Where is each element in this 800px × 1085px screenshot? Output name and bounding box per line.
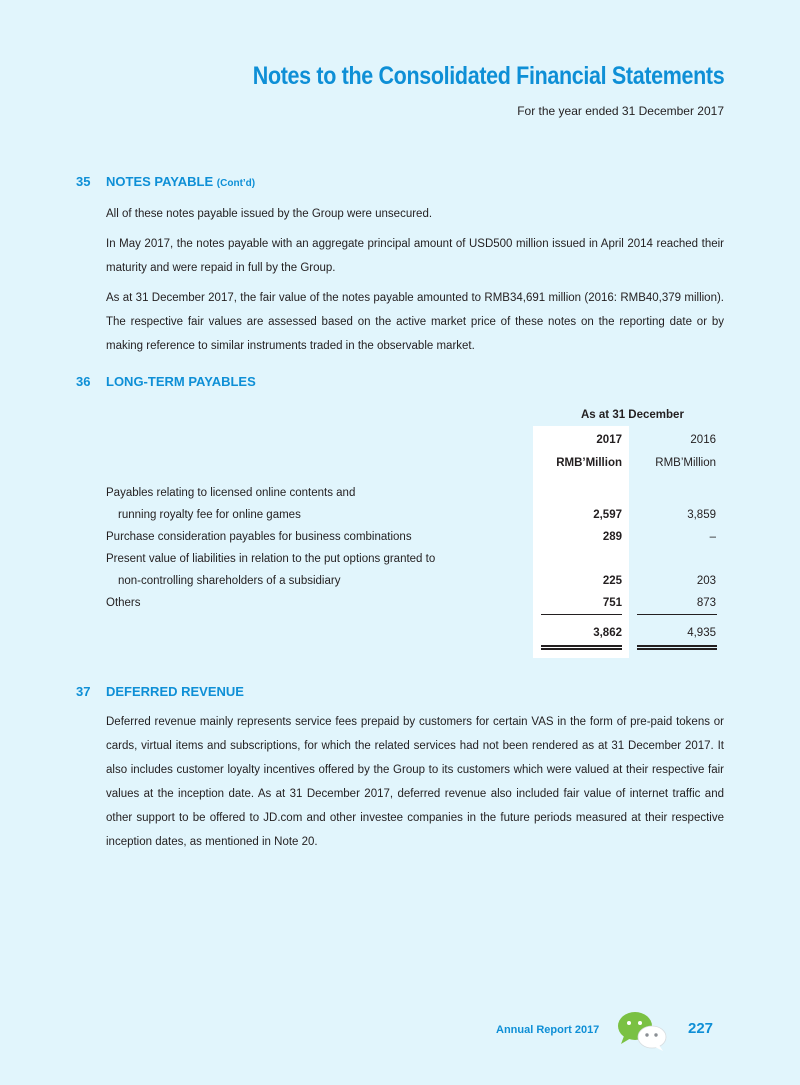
section-cont-label: (Cont’d) <box>216 178 256 189</box>
wechat-icon <box>616 1010 668 1052</box>
table-row-label: Present value of liabilities in relation to the put options granted to <box>106 553 436 565</box>
section-title: LONG-TERM PAYABLES <box>106 374 256 389</box>
table-cell-2017: 751 <box>602 597 622 609</box>
table-total-2017: 3,862 <box>593 627 622 639</box>
section-title: DEFERRED REVENUE <box>106 684 244 699</box>
column-header-2016: 2016 <box>690 434 716 446</box>
table-row-label: Payables relating to licensed online contents and <box>106 487 356 499</box>
section-37-heading <box>76 684 244 699</box>
total-double-rule <box>637 645 717 647</box>
paragraph: All of these notes payable issued by the Group were unsecured. <box>106 208 433 220</box>
table-row-label: running royalty fee for online games <box>118 509 301 521</box>
page-number: 227 <box>688 1020 714 1037</box>
table-cell-2016: 3,859 <box>687 509 716 521</box>
table-row-label: non-controlling shareholders of a subsidiary <box>118 575 341 587</box>
section-number: 37 <box>76 684 91 699</box>
section-number: 35 <box>76 174 91 189</box>
subtotal-rule <box>637 614 717 615</box>
table-cell-2016: 203 <box>696 575 716 587</box>
page-subtitle: For the year ended 31 December 2017 <box>517 104 724 118</box>
table-cell-2017: 2,597 <box>593 509 622 521</box>
table-cell-2016: 873 <box>696 597 716 609</box>
footer-report-label: Annual Report 2017 <box>496 1024 600 1036</box>
table-cell-2017: 289 <box>602 531 622 543</box>
table-row-label: Purchase consideration payables for business combinations <box>106 531 412 543</box>
section-number: 36 <box>76 374 91 389</box>
column-unit-2016: RMB’Million <box>655 457 716 469</box>
table-row-label: Others <box>106 597 141 609</box>
section-35-heading <box>76 174 255 189</box>
paragraph: Deferred revenue mainly represents service fees prepaid by customers for certain VAS in the form of pre-paid tokens or cards, virtual items and subscriptions, for which the related services had not been rendered as at 31 December 2017. It also includes customer loyalty incentives offered by the Group to its customers which were valued at their respective fair values at the inception date. As at 31 December 2017, deferred revenue also included fair value of internet traffic and other support to be offered to JD.com and other investee companies in the future periods measured at their respective inception dates, as mentioned in Note 20. <box>106 716 724 848</box>
total-double-rule <box>637 648 717 650</box>
column-unit-2017: RMB’Million <box>556 457 622 469</box>
section-36-heading <box>76 374 256 389</box>
section-title: NOTES PAYABLE <box>106 174 214 189</box>
page-title: Notes to the Consolidated Financial Statements <box>252 62 724 90</box>
table-cell-2017: 225 <box>602 575 622 587</box>
subtotal-rule <box>541 614 622 615</box>
table-total-2016: 4,935 <box>687 627 716 639</box>
table-group-header: As at 31 December <box>581 409 684 421</box>
column-header-2017: 2017 <box>596 434 622 446</box>
table-cell-2016: – <box>709 531 716 543</box>
total-double-rule <box>541 645 622 647</box>
paragraph: As at 31 December 2017, the fair value of the notes payable amounted to RMB34,691 million (2016: RMB40,379 million). The respective fair values are assessed based on the active market price of these notes on the reporting date or by making reference to similar instruments traded in the observable market. <box>106 292 724 352</box>
total-double-rule <box>541 648 622 650</box>
paragraph: In May 2017, the notes payable with an aggregate principal amount of USD500 million issued in April 2014 reached their maturity and were repaid in full by the Group. <box>106 238 724 274</box>
